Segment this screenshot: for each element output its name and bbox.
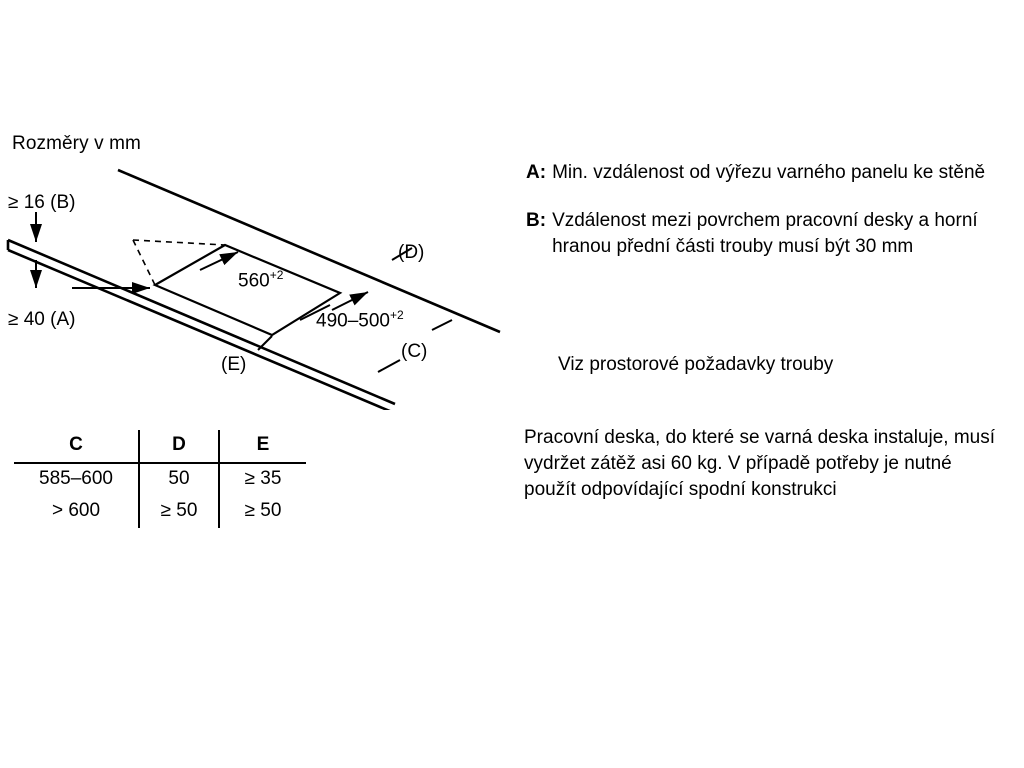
label-e: (E) [221,354,247,375]
label-width-superscript: +2 [269,268,284,282]
label-depth-superscript: +2 [389,308,404,322]
table-cell-d: 50 [139,463,219,496]
note-b [526,208,996,260]
dashed-guide-left [133,240,155,285]
leader-c-right [432,320,452,330]
note-a [526,160,996,186]
table-header-row [14,430,306,463]
dimension-560-arrow [200,252,238,270]
table-header-c: C [14,430,139,463]
table-header-e: E [219,430,306,463]
table-header-d: D [139,430,219,463]
note-worktop-load: Pracovní deska, do které se varná deska instaluje, musí vydržet zátěž asi 60 kg. V případě potřeby je nutné použít odpovídající spodní konstrukci [524,427,996,500]
worktop-back-edge [118,170,500,332]
label-depth-490-500: $490-500^{+2}$ [316,308,404,332]
table-row [14,496,306,528]
dimension-table [14,430,306,528]
note-b-text: Vzdálenost mezi povrchem pracovní desky a horní hranou přední části trouby musí být 30 mm [552,210,978,257]
table-cell-e: ≥ 50 [244,500,282,521]
label-c: (C) [401,341,428,362]
table-cell-d: ≥ 50 [139,496,219,528]
leader-c [378,360,400,372]
table-cell-e: ≥ 35 [244,468,282,489]
note-oven-space-reference: Viz prostorové požadavky trouby [558,354,834,375]
note-a-key: A: [526,162,547,183]
notes-list [526,160,996,282]
label-b: ≥ 16 (B) [8,192,76,213]
label-a: ≥ 40 (A) [8,309,76,330]
table-cell-c: > 600 [51,500,101,521]
label-width-560: $560^{+2}$ [238,268,284,292]
dashed-guide-top [133,240,225,245]
dimensions-title: Rozměry v mm [12,133,141,154]
table-row [14,463,306,496]
label-d: (D) [398,242,425,263]
note-b-key: B: [526,210,547,231]
note-a-text: Min. vzdálenost od výřezu varného panelu ke stěně [552,162,986,183]
table-cell-c: 585–600 [39,468,113,489]
